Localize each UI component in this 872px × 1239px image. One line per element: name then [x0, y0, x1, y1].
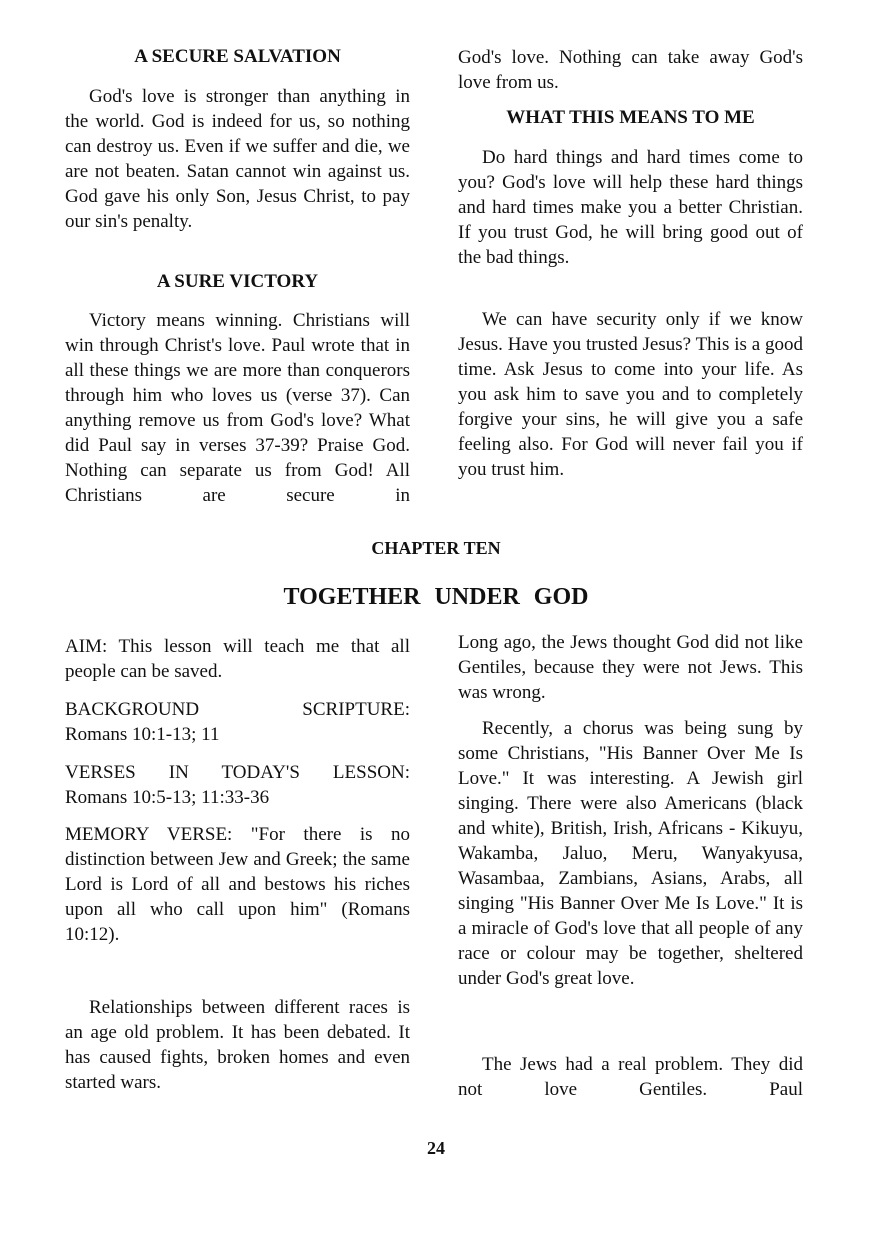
section-heading: A SURE VICTORY [156, 271, 319, 292]
paragraph: God's love. Nothing can take away God's love from us. [458, 47, 803, 93]
background-label-2: SCRIPTURE: [302, 699, 410, 720]
background-scripture [65, 697, 410, 747]
page-number: 24 [427, 1138, 445, 1158]
aim: AIM: This lesson will teach me that all people can be saved. [65, 636, 410, 682]
memory-verse: MEMORY VERSE: "For there is no distinction between Jew and Greek; the same Lord is Lord of all and bestows his riches upon all who call upon him" (Romans 10:12). [65, 824, 410, 945]
paragraph: Victory means winning. Christians will win through Christ's love. Paul wrote that in all these things we are more than conquerors through him who loves us (verse 37). Can anything remove us from God's love? What did Paul say in verses 37-39? Praise God. Nothing can separate us from God! All Christians are secure in [65, 310, 410, 506]
paragraph: The Jews had a real problem. They did not love Gentiles. Paul [458, 1054, 803, 1100]
paragraph: Long ago, the Jews thought God did not like Gentiles, because they were not Jews. This was wrong. [458, 632, 803, 703]
verses-ref: Romans 10:5-13; 11:33-36 [65, 787, 270, 808]
background-ref: Romans 10:1-13; 11 [65, 724, 220, 745]
section-heading: A SECURE SALVATION [134, 46, 341, 67]
paragraph: Relationships between different races is an age old problem. It has been debated. It has caused fights, broken homes and even started wars. [65, 997, 410, 1093]
section-heading: WHAT THIS MEANS TO ME [506, 107, 755, 128]
paragraph: Do hard things and hard times come to you? God's love will help these hard things and hard times make you a better Christian. If you trust God, he will bring good out of the bad things. [458, 147, 803, 268]
chapter-label: CHAPTER TEN [371, 538, 501, 558]
verses-label: VERSES IN TODAY'S LESSON: [65, 762, 410, 783]
verses-in-lesson [65, 760, 410, 810]
chapter-title: TOGETHER UNDER GOD [283, 584, 589, 610]
paragraph: God's love is stronger than anything in the world. God is indeed for us, so nothing can destroy us. Even if we suffer and die, we are not beaten. Satan cannot win against us. God gave his only Son, Jesus Christ, to pay our sin's penalty. [65, 86, 410, 232]
paragraph: Recently, a chorus was being sung by some Christians, "His Banner Over Me Is Love." It was interesting. A Jewish girl singing. There were also Americans (black and white), British, Irish, Africans - Kikuyu, Wakamba, Jaluo, Meru, Wanyakyusa, Wasambaa, Zambians, Asians, Arabs, all singing "His Banner Over Me Is Love." It is a miracle of God's love that all people of any race or colour may be together, sheltered under God's great love. [458, 718, 803, 989]
paragraph: We can have security only if we know Jesus. Have you trusted Jesus? This is a good time. Ask Jesus to come into your life. As you ask him to save you and to completely forgive your sins, he will give you a safe feeling also. For God will never fail you if you trust him. [458, 309, 803, 480]
background-label: BACKGROUND [65, 699, 200, 720]
